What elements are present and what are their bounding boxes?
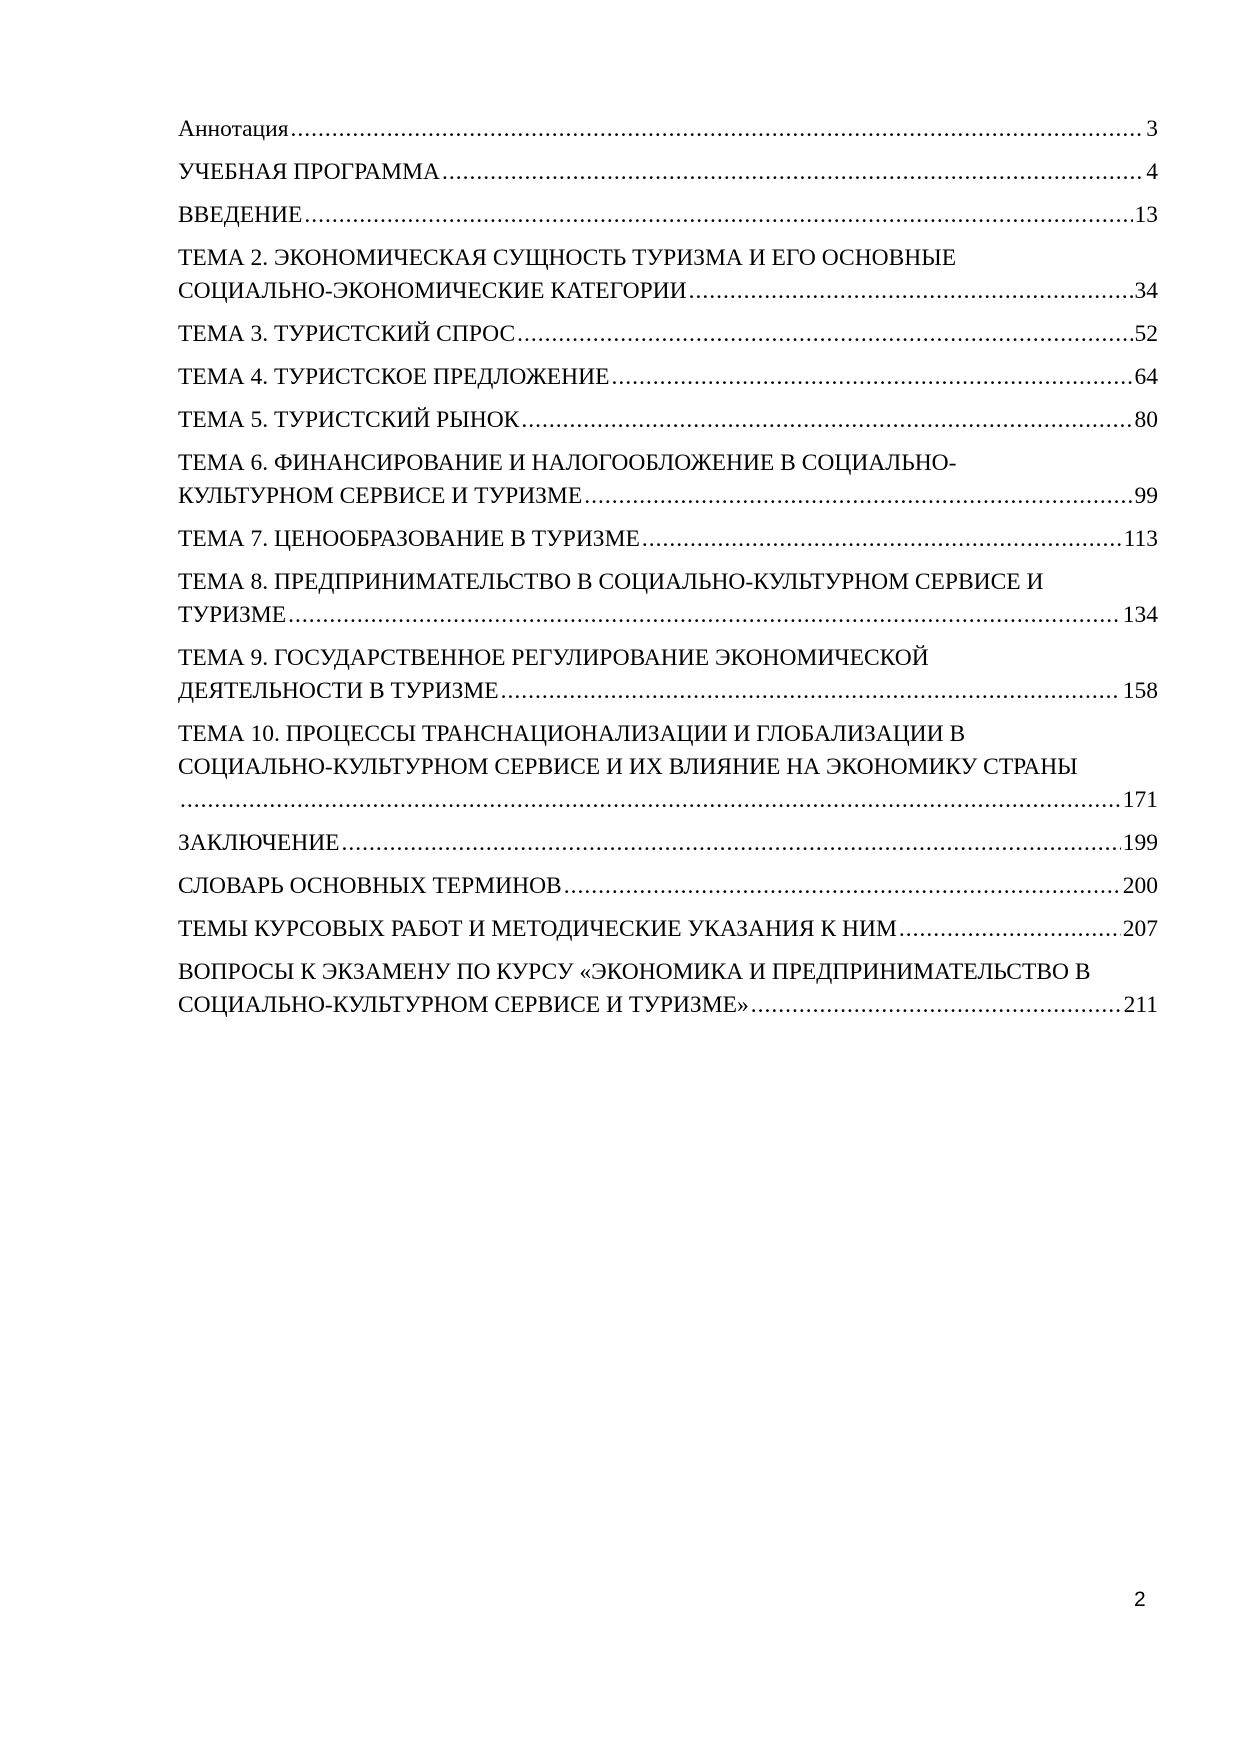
- toc-entry[interactable]: [178, 827, 1158, 860]
- toc-dot-leader: [751, 989, 1122, 1022]
- toc-dot-leader: [288, 599, 1121, 632]
- toc-entry[interactable]: [178, 404, 1158, 437]
- toc-page-number: 207: [1122, 916, 1158, 942]
- toc-entry-title-line: СОЦИАЛЬНО-ЭКОНОМИЧЕСКИЕ КАТЕГОРИИ: [178, 278, 687, 304]
- toc-dot-leader: [342, 827, 1121, 860]
- toc-entry[interactable]: [178, 718, 1158, 817]
- toc-dot-leader: [442, 156, 1144, 189]
- toc-entry-title-line: ТЕМА 4. ТУРИСТСКОЕ ПРЕДЛОЖЕНИЕ: [178, 364, 610, 390]
- toc-dot-leader: [180, 784, 1121, 817]
- toc-entry-title-line: ВВЕДЕНИЕ: [178, 202, 303, 228]
- toc-page-number: 34: [1134, 278, 1158, 304]
- toc-entry-title-line: КУЛЬТУРНОМ СЕРВИСЕ И ТУРИЗМЕ: [178, 483, 583, 509]
- toc-dot-leader: [611, 361, 1132, 394]
- toc-entry-title-line: СЛОВАРЬ ОСНОВНЫХ ТЕРМИНОВ: [178, 873, 562, 899]
- toc-page-number: 80: [1134, 407, 1158, 433]
- toc-dot-leader: [899, 913, 1121, 946]
- toc-entry[interactable]: [178, 913, 1158, 946]
- toc-entry-title-line: ТЕМА 6. ФИНАНСИРОВАНИЕ И НАЛОГООБЛОЖЕНИЕ В СОЦИАЛЬНО-: [178, 450, 957, 476]
- toc-entry-title-line: ДЕЯТЕЛЬНОСТИ В ТУРИЗМЕ: [178, 678, 499, 704]
- toc-page-number: 4: [1146, 159, 1158, 185]
- toc-entry-title-line: ЗАКЛЮЧЕНИЕ: [178, 830, 340, 856]
- toc-page-number: 158: [1122, 678, 1158, 704]
- toc-entry[interactable]: [178, 566, 1158, 632]
- toc-entry[interactable]: [178, 642, 1158, 708]
- toc-page-number: 52: [1134, 321, 1158, 347]
- toc-entry-title-line: ВОПРОСЫ К ЭКЗАМЕНУ ПО КУРСУ «ЭКОНОМИКА И ПРЕДПРИНИМАТЕЛЬСТВО В: [178, 959, 1091, 985]
- toc-entry[interactable]: [178, 361, 1158, 394]
- toc-page-number: 99: [1134, 483, 1158, 509]
- toc-entry-title-line: Аннотация: [178, 116, 289, 142]
- toc-entry-title-line: ТУРИЗМЕ: [178, 602, 287, 628]
- toc-entry[interactable]: [178, 870, 1158, 903]
- table-of-contents: [178, 113, 1158, 1032]
- toc-entry[interactable]: [178, 523, 1158, 556]
- toc-page-number: 200: [1122, 873, 1158, 899]
- toc-dot-leader: [521, 404, 1132, 437]
- toc-dot-leader: [689, 275, 1133, 308]
- toc-page-number: 171: [1122, 787, 1158, 813]
- toc-entry-title-line: ТЕМА 2. ЭКОНОМИЧЕСКАЯ СУЩНОСТЬ ТУРИЗМА И ЕГО ОСНОВНЫЕ: [178, 245, 957, 271]
- toc-dot-leader: [584, 480, 1132, 513]
- toc-page-number: 199: [1122, 830, 1158, 856]
- toc-page-number: 134: [1122, 602, 1158, 628]
- toc-dot-leader: [564, 870, 1121, 903]
- toc-entry-title-line: СОЦИАЛЬНО-КУЛЬТУРНОМ СЕРВИСЕ И ИХ ВЛИЯНИЕ НА ЭКОНОМИКУ СТРАНЫ: [178, 754, 1078, 780]
- toc-entry-title-line: ТЕМА 7. ЦЕНООБРАЗОВАНИЕ В ТУРИЗМЕ: [178, 526, 640, 552]
- toc-page-number: 113: [1123, 526, 1158, 552]
- toc-entry[interactable]: [178, 199, 1158, 232]
- toc-entry[interactable]: [178, 156, 1158, 189]
- toc-entry-title-line: ТЕМА 8. ПРЕДПРИНИМАТЕЛЬСТВО В СОЦИАЛЬНО-КУЛЬТУРНОМ СЕРВИСЕ И: [178, 569, 1044, 595]
- toc-entry-title-line: ТЕМА 10. ПРОЦЕССЫ ТРАНСНАЦИОНАЛИЗАЦИИ И ГЛОБАЛИЗАЦИИ В: [178, 721, 966, 747]
- toc-entry-title-line: УЧЕБНАЯ ПРОГРАММА: [178, 159, 440, 185]
- toc-dot-leader: [304, 199, 1132, 232]
- toc-dot-leader: [291, 113, 1145, 146]
- toc-dot-leader: [642, 523, 1122, 556]
- toc-page-number: 64: [1134, 364, 1158, 390]
- toc-entry[interactable]: [178, 242, 1158, 308]
- page-number: 2: [1134, 1588, 1146, 1611]
- toc-entry-title-line: ТЕМА 9. ГОСУДАРСТВЕННОЕ РЕГУЛИРОВАНИЕ ЭКОНОМИЧЕСКОЙ: [178, 645, 929, 671]
- toc-dot-leader: [517, 318, 1132, 351]
- toc-page-number: 211: [1123, 992, 1158, 1018]
- toc-entry[interactable]: [178, 113, 1158, 146]
- toc-dot-leader: [501, 675, 1121, 708]
- toc-entry-title-line: ТЕМА 5. ТУРИСТСКИЙ РЫНОК: [178, 407, 520, 433]
- toc-page-number: 3: [1146, 116, 1158, 142]
- toc-entry-title-line: ТЕМА 3. ТУРИСТСКИЙ СПРОС: [178, 321, 516, 347]
- toc-entry-title-line: СОЦИАЛЬНО-КУЛЬТУРНОМ СЕРВИСЕ И ТУРИЗМЕ»: [178, 992, 749, 1018]
- toc-entry[interactable]: [178, 447, 1158, 513]
- toc-entry[interactable]: [178, 318, 1158, 351]
- toc-page-number: 13: [1134, 202, 1158, 228]
- toc-entry[interactable]: [178, 956, 1158, 1022]
- toc-entry-title-line: ТЕМЫ КУРСОВЫХ РАБОТ И МЕТОДИЧЕСКИЕ УКАЗАНИЯ К НИМ: [178, 916, 897, 942]
